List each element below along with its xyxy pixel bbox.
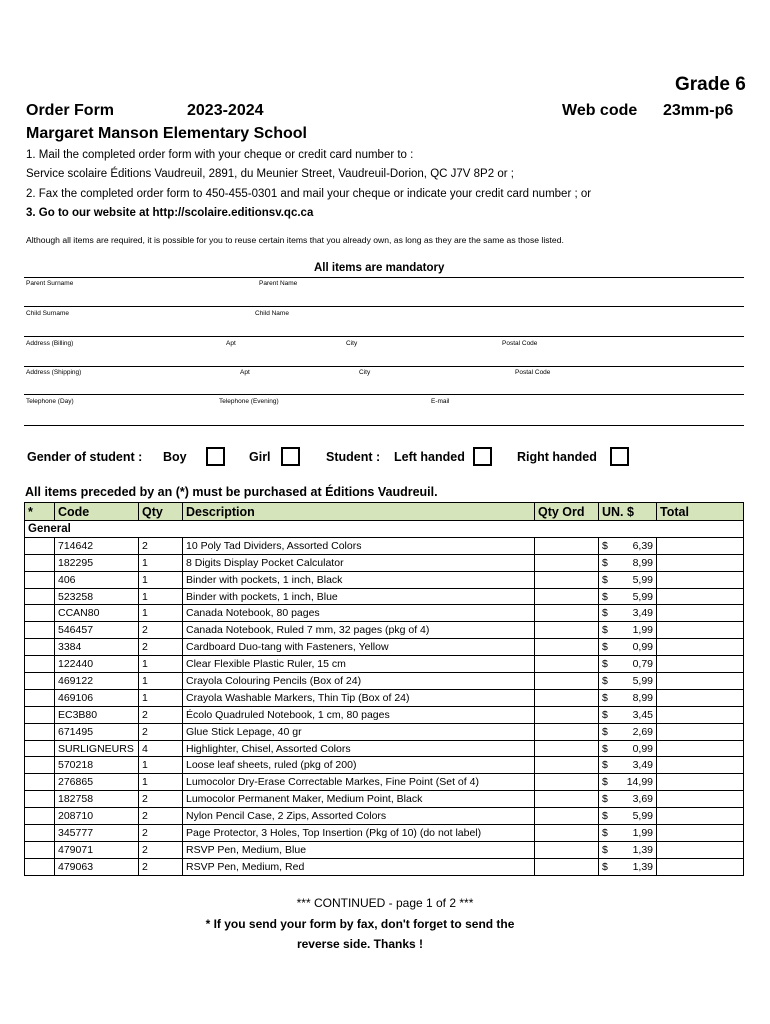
right-handed-label: Right handed — [517, 450, 597, 464]
price-value: 8,99 — [632, 691, 653, 704]
row-unit-price — [599, 791, 657, 808]
table-header-row — [25, 503, 744, 521]
row-code: 479071 — [55, 841, 139, 858]
row-star — [25, 571, 55, 588]
row-unit-price — [599, 808, 657, 825]
instruction-address: Service scolaire Éditions Vaudreuil, 2891, du Meunier Street, Vaudreuil-Dorion, QC J7V 8P2 or ; — [26, 168, 514, 180]
header-unit-price: UN. $ — [599, 503, 657, 521]
table-row — [25, 841, 744, 858]
row-total[interactable] — [657, 791, 744, 808]
table-row — [25, 622, 744, 639]
row-qty-ord[interactable] — [535, 858, 599, 875]
row-unit-price — [599, 706, 657, 723]
row-qty: 1 — [139, 554, 183, 571]
row-star — [25, 757, 55, 774]
child-surname-label: Child Surname — [26, 310, 69, 317]
price-value: 0,99 — [632, 742, 653, 755]
row-qty: 1 — [139, 588, 183, 605]
student-label: Student : — [326, 450, 381, 464]
table-row — [25, 537, 744, 554]
left-handed-label: Left handed — [394, 450, 465, 464]
row-qty-ord[interactable] — [535, 588, 599, 605]
price-value: 6,39 — [632, 539, 653, 552]
table-row — [25, 571, 744, 588]
header-qty-ord: Qty Ord — [535, 503, 599, 521]
row-qty: 1 — [139, 673, 183, 690]
price-value: 8,99 — [632, 556, 653, 569]
shipping-city-label: City — [359, 369, 371, 376]
row-qty: 4 — [139, 740, 183, 757]
currency-symbol: $ — [602, 573, 608, 586]
row-code: CCAN80 — [55, 605, 139, 622]
row-total[interactable] — [657, 588, 744, 605]
row-qty: 2 — [139, 537, 183, 554]
section-row — [25, 521, 744, 538]
row-qty: 1 — [139, 757, 183, 774]
row-code: 345777 — [55, 825, 139, 842]
row-qty-ord[interactable] — [535, 757, 599, 774]
email-label: E-mail — [431, 398, 450, 405]
right-handed-checkbox[interactable] — [610, 447, 629, 466]
row-qty-ord[interactable] — [535, 689, 599, 706]
price-value: 0,79 — [632, 658, 653, 671]
row-total[interactable] — [657, 571, 744, 588]
web-code: 23mm-p6 — [663, 102, 734, 119]
price-value: 1,99 — [632, 826, 653, 839]
table-row — [25, 791, 744, 808]
row-star — [25, 622, 55, 639]
shipping-apt-label: Apt — [240, 369, 250, 376]
row-code: 122440 — [55, 656, 139, 673]
row-total[interactable] — [657, 825, 744, 842]
header-star: * — [25, 503, 55, 521]
row-unit-price — [599, 622, 657, 639]
price-value: 2,69 — [632, 725, 653, 738]
row-description: Crayola Colouring Pencils (Box of 24) — [183, 673, 535, 690]
price-value: 1,99 — [632, 624, 653, 637]
row-unit-price — [599, 774, 657, 791]
row-unit-price — [599, 841, 657, 858]
price-value: 1,39 — [632, 860, 653, 873]
row-description: Canada Notebook, 80 pages — [183, 605, 535, 622]
row-unit-price — [599, 673, 657, 690]
fax-note-line1: * If you send your form by fax, don't forget to send the — [205, 917, 515, 931]
row-star — [25, 774, 55, 791]
row-code: EC3B80 — [55, 706, 139, 723]
row-total[interactable] — [657, 706, 744, 723]
row-star — [25, 639, 55, 656]
price-value: 3,69 — [632, 793, 653, 806]
shipping-field-line[interactable] — [24, 394, 744, 395]
row-qty-ord[interactable] — [535, 571, 599, 588]
school-name: Margaret Manson Elementary School — [26, 125, 307, 142]
row-qty-ord[interactable] — [535, 537, 599, 554]
table-row — [25, 639, 744, 656]
web-code-label: Web code — [562, 102, 638, 119]
row-description: Nylon Pencil Case, 2 Zips, Assorted Colors — [183, 808, 535, 825]
instruction-1: 1. Mail the completed order form with your cheque or credit card number to : — [26, 149, 414, 161]
order-table — [24, 502, 744, 876]
row-description: Écolo Quadruled Notebook, 1 cm, 80 pages — [183, 706, 535, 723]
table-row — [25, 723, 744, 740]
instruction-3: 3. Go to our website at http://scolaire.editionsv.qc.ca — [26, 207, 314, 219]
boy-label: Boy — [163, 450, 187, 464]
row-qty-ord[interactable] — [535, 723, 599, 740]
currency-symbol: $ — [602, 658, 608, 671]
currency-symbol: $ — [602, 590, 608, 603]
row-star — [25, 723, 55, 740]
row-unit-price — [599, 723, 657, 740]
row-description: Lumocolor Dry-Erase Correctable Markes, Fine Point (Set of 4) — [183, 774, 535, 791]
row-total[interactable] — [657, 537, 744, 554]
row-code: 406 — [55, 571, 139, 588]
row-qty: 2 — [139, 825, 183, 842]
grade-label: Grade 6 — [675, 74, 746, 95]
table-row — [25, 858, 744, 875]
table-row — [25, 808, 744, 825]
row-star — [25, 808, 55, 825]
currency-symbol: $ — [602, 725, 608, 738]
row-qty: 1 — [139, 656, 183, 673]
currency-symbol: $ — [602, 624, 608, 637]
row-unit-price — [599, 554, 657, 571]
row-description: 10 Poly Tad Dividers, Assorted Colors — [183, 537, 535, 554]
form-title: Order Form — [26, 102, 115, 119]
row-qty: 2 — [139, 706, 183, 723]
row-qty: 1 — [139, 774, 183, 791]
row-description: Binder with pockets, 1 inch, Blue — [183, 588, 535, 605]
row-unit-price — [599, 656, 657, 673]
price-value: 3,49 — [632, 759, 653, 772]
currency-symbol: $ — [602, 776, 608, 789]
row-code: 570218 — [55, 757, 139, 774]
row-qty-ord[interactable] — [535, 673, 599, 690]
row-total[interactable] — [657, 774, 744, 791]
row-qty-ord[interactable] — [535, 740, 599, 757]
row-qty: 2 — [139, 622, 183, 639]
row-star — [25, 554, 55, 571]
row-unit-price — [599, 571, 657, 588]
row-code: 546457 — [55, 622, 139, 639]
row-star — [25, 841, 55, 858]
row-description: Cardboard Duo-tang with Fasteners, Yellow — [183, 639, 535, 656]
currency-symbol: $ — [602, 691, 608, 704]
continued-note: *** CONTINUED - page 1 of 2 *** — [296, 896, 474, 910]
row-code: 276865 — [55, 774, 139, 791]
currency-symbol: $ — [602, 860, 608, 873]
table-row — [25, 825, 744, 842]
row-unit-price — [599, 588, 657, 605]
fax-note-line2: reverse side. Thanks ! — [296, 937, 424, 951]
section-general: General — [25, 521, 744, 538]
divider — [24, 277, 744, 278]
row-unit-price — [599, 639, 657, 656]
price-value: 14,99 — [626, 776, 653, 789]
row-code: 714642 — [55, 537, 139, 554]
table-row — [25, 605, 744, 622]
price-value: 3,45 — [632, 708, 653, 721]
row-star — [25, 858, 55, 875]
row-star — [25, 588, 55, 605]
child-field-line[interactable] — [24, 336, 744, 337]
currency-symbol: $ — [602, 641, 608, 654]
header-description: Description — [183, 503, 535, 521]
row-total[interactable] — [657, 723, 744, 740]
row-qty-ord[interactable] — [535, 791, 599, 808]
price-value: 5,99 — [632, 573, 653, 586]
mandatory-heading: All items are mandatory — [314, 262, 445, 274]
price-value: 5,99 — [632, 674, 653, 687]
row-total[interactable] — [657, 689, 744, 706]
row-qty-ord[interactable] — [535, 774, 599, 791]
row-qty: 2 — [139, 841, 183, 858]
row-qty: 2 — [139, 858, 183, 875]
row-qty-ord[interactable] — [535, 656, 599, 673]
row-description: Crayola Washable Markers, Thin Tip (Box of 24) — [183, 689, 535, 706]
table-row — [25, 689, 744, 706]
row-qty-ord[interactable] — [535, 825, 599, 842]
child-name-label: Child Name — [255, 310, 289, 317]
row-qty: 2 — [139, 723, 183, 740]
girl-label: Girl — [249, 450, 271, 464]
currency-symbol: $ — [602, 556, 608, 569]
gender-label: Gender of student : — [27, 450, 143, 464]
table-row — [25, 757, 744, 774]
table-row — [25, 740, 744, 757]
row-unit-price — [599, 858, 657, 875]
billing-field-line[interactable] — [24, 366, 744, 367]
table-row — [25, 774, 744, 791]
billing-apt-label: Apt — [226, 340, 236, 347]
row-total[interactable] — [657, 656, 744, 673]
row-star — [25, 740, 55, 757]
header-qty: Qty — [139, 503, 183, 521]
row-description: Canada Notebook, Ruled 7 mm, 32 pages (pkg of 4) — [183, 622, 535, 639]
telephone-evening-label: Telephone (Evening) — [219, 398, 279, 405]
row-star — [25, 656, 55, 673]
row-unit-price — [599, 537, 657, 554]
row-qty-ord[interactable] — [535, 808, 599, 825]
row-star — [25, 537, 55, 554]
row-qty-ord[interactable] — [535, 706, 599, 723]
row-qty: 2 — [139, 791, 183, 808]
row-total[interactable] — [657, 622, 744, 639]
parent-surname-label: Parent Surname — [26, 280, 74, 287]
row-qty: 1 — [139, 689, 183, 706]
row-code: 208710 — [55, 808, 139, 825]
row-star — [25, 605, 55, 622]
row-unit-price — [599, 825, 657, 842]
row-description: Loose leaf sheets, ruled (pkg of 200) — [183, 757, 535, 774]
currency-symbol: $ — [602, 826, 608, 839]
row-qty-ord[interactable] — [535, 622, 599, 639]
row-qty-ord[interactable] — [535, 554, 599, 571]
row-qty-ord[interactable] — [535, 639, 599, 656]
row-total[interactable] — [657, 841, 744, 858]
parent-name-label: Parent Name — [259, 280, 298, 287]
row-qty: 1 — [139, 571, 183, 588]
row-total[interactable] — [657, 605, 744, 622]
row-star — [25, 689, 55, 706]
telephone-day-label: Telephone (Day) — [26, 398, 74, 405]
currency-symbol: $ — [602, 674, 608, 687]
currency-symbol: $ — [602, 607, 608, 620]
billing-postal-label: Postal Code — [502, 340, 538, 347]
row-code: 182758 — [55, 791, 139, 808]
currency-symbol: $ — [602, 810, 608, 823]
row-total[interactable] — [657, 757, 744, 774]
price-value: 0,99 — [632, 641, 653, 654]
row-unit-price — [599, 757, 657, 774]
instruction-2: 2. Fax the completed order form to 450-455-0301 and mail your cheque or indicate your credit card number ; or — [26, 188, 592, 200]
currency-symbol: $ — [602, 843, 608, 856]
currency-symbol: $ — [602, 793, 608, 806]
price-value: 3,49 — [632, 607, 653, 620]
table-row — [25, 673, 744, 690]
row-total[interactable] — [657, 740, 744, 757]
left-handed-checkbox[interactable] — [473, 447, 492, 466]
girl-checkbox[interactable] — [281, 447, 300, 466]
row-star — [25, 791, 55, 808]
parent-field-line[interactable] — [24, 306, 744, 307]
row-qty: 2 — [139, 639, 183, 656]
school-year: 2023-2024 — [187, 102, 264, 119]
row-unit-price — [599, 740, 657, 757]
row-code: SURLIGNEURS — [55, 740, 139, 757]
price-value: 5,99 — [632, 810, 653, 823]
currency-symbol: $ — [602, 759, 608, 772]
row-total[interactable] — [657, 858, 744, 875]
table-row — [25, 588, 744, 605]
currency-symbol: $ — [602, 539, 608, 552]
row-code: 3384 — [55, 639, 139, 656]
row-star — [25, 825, 55, 842]
row-unit-price — [599, 689, 657, 706]
row-star — [25, 673, 55, 690]
table-row — [25, 656, 744, 673]
boy-checkbox[interactable] — [206, 447, 225, 466]
contact-field-line[interactable] — [24, 425, 744, 426]
row-description: Clear Flexible Plastic Ruler, 15 cm — [183, 656, 535, 673]
price-value: 1,39 — [632, 843, 653, 856]
row-qty-ord[interactable] — [535, 841, 599, 858]
table-row — [25, 554, 744, 571]
row-total[interactable] — [657, 639, 744, 656]
table-row — [25, 706, 744, 723]
row-star — [25, 706, 55, 723]
row-code: 479063 — [55, 858, 139, 875]
billing-city-label: City — [346, 340, 358, 347]
table-intro: All items preceded by an (*) must be purchased at Éditions Vaudreuil. — [25, 485, 438, 499]
row-description: RSVP Pen, Medium, Blue — [183, 841, 535, 858]
row-description: Page Protector, 3 Holes, Top Insertion (Pkg of 10) (do not label) — [183, 825, 535, 842]
row-unit-price — [599, 605, 657, 622]
billing-address-label: Address (Billing) — [26, 340, 74, 347]
row-description: 8 Digits Display Pocket Calculator — [183, 554, 535, 571]
row-total[interactable] — [657, 808, 744, 825]
header-total: Total — [657, 503, 744, 521]
shipping-postal-label: Postal Code — [515, 369, 551, 376]
price-value: 5,99 — [632, 590, 653, 603]
header-code: Code — [55, 503, 139, 521]
row-description: RSVP Pen, Medium, Red — [183, 858, 535, 875]
row-description: Glue Stick Lepage, 40 gr — [183, 723, 535, 740]
row-description: Highlighter, Chisel, Assorted Colors — [183, 740, 535, 757]
shipping-address-label: Address (Shipping) — [26, 369, 82, 376]
row-qty-ord[interactable] — [535, 605, 599, 622]
currency-symbol: $ — [602, 742, 608, 755]
row-code: 671495 — [55, 723, 139, 740]
row-qty: 1 — [139, 605, 183, 622]
row-code: 469122 — [55, 673, 139, 690]
row-qty: 2 — [139, 808, 183, 825]
row-code: 182295 — [55, 554, 139, 571]
row-description: Binder with pockets, 1 inch, Black — [183, 571, 535, 588]
currency-symbol: $ — [602, 708, 608, 721]
reuse-note: Although all items are required, it is possible for you to reuse certain items that you already own, as long as they are the same as those listed. — [26, 235, 564, 245]
row-code: 469106 — [55, 689, 139, 706]
row-total[interactable] — [657, 673, 744, 690]
row-total[interactable] — [657, 554, 744, 571]
row-description: Lumocolor Permanent Maker, Medium Point, Black — [183, 791, 535, 808]
row-code: 523258 — [55, 588, 139, 605]
